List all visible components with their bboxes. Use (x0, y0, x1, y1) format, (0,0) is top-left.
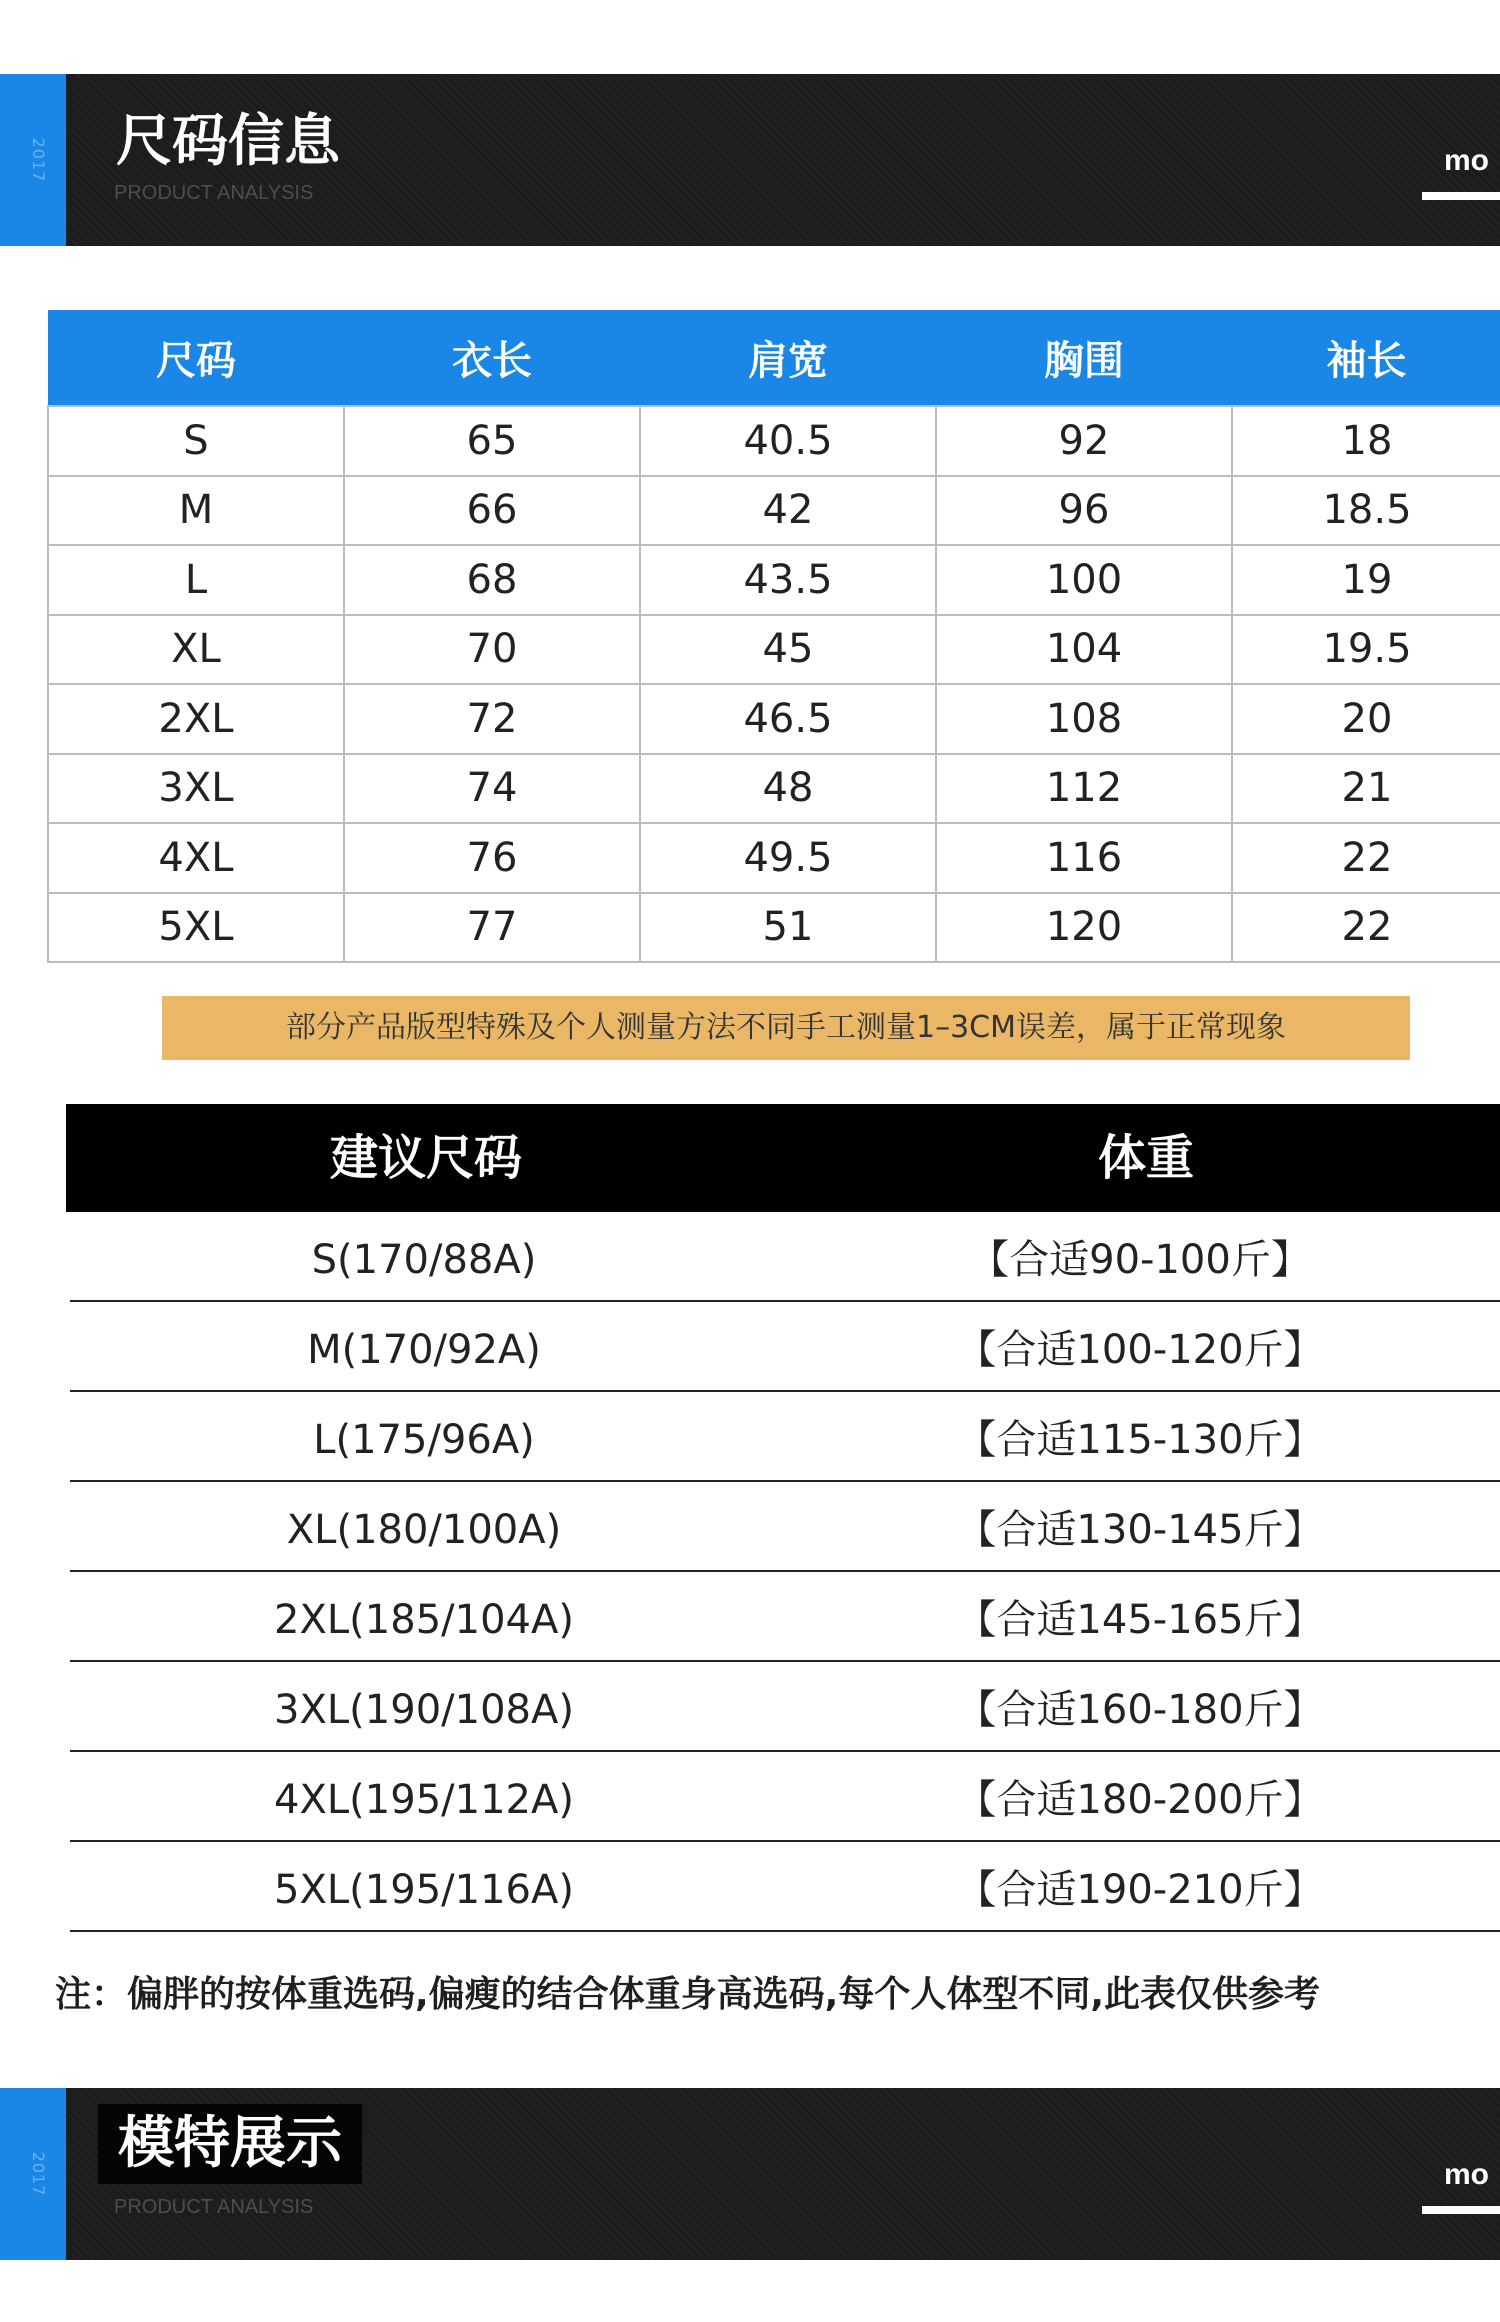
more-underline (1422, 2206, 1500, 2214)
table-cell: 112 (936, 754, 1232, 824)
table-cell: 100 (936, 545, 1232, 615)
recommend-row (70, 1572, 1500, 1662)
table-cell: 116 (936, 823, 1232, 893)
table-row (48, 684, 1500, 754)
recommend-size: XL(180/100A) (286, 1507, 562, 1553)
table-cell: 92 (936, 406, 1232, 476)
table-row (48, 406, 1500, 476)
banner-year-label: 2017 (28, 137, 48, 183)
table-cell: 46.5 (640, 684, 936, 754)
recommend-weight: 【合适190-210斤】 (956, 1867, 1324, 1913)
recommend-row (70, 1392, 1500, 1482)
table-cell: 74 (344, 754, 640, 824)
recommend-weight: 【合适100-120斤】 (956, 1327, 1324, 1373)
table-cell: 40.5 (640, 406, 936, 476)
table-cell: 19.5 (1232, 615, 1500, 685)
table-cell: 68 (344, 545, 640, 615)
table-cell: XL (48, 615, 344, 685)
recommend-size: 3XL(190/108A) (274, 1687, 574, 1733)
table-cell: 77 (344, 893, 640, 963)
recommend-header-row (66, 1104, 1500, 1212)
recommend-row (70, 1662, 1500, 1752)
table-cell: 42 (640, 476, 936, 546)
table-cell: 96 (936, 476, 1232, 546)
table-cell: 3XL (48, 754, 344, 824)
size-column-header: 尺码 (48, 310, 344, 406)
table-cell: 43.5 (640, 545, 936, 615)
recommend-size: 5XL(195/116A) (274, 1867, 574, 1913)
size-table-header-row (48, 310, 1500, 406)
section-banner-model-showcase (0, 2088, 1500, 2260)
recommend-row (70, 1302, 1500, 1392)
table-cell: 22 (1232, 823, 1500, 893)
recommend-weight: 【合适130-145斤】 (956, 1507, 1324, 1553)
sleeve-column-header: 袖长 (1232, 310, 1500, 406)
table-row (48, 823, 1500, 893)
length-column-header: 衣长 (344, 310, 640, 406)
table-cell: 18.5 (1232, 476, 1500, 546)
more-link[interactable]: mo (1444, 2158, 1489, 2191)
recommend-weight: 【合适180-200斤】 (956, 1777, 1324, 1823)
section-subtitle: PRODUCT ANALYSIS (114, 182, 314, 204)
footnote: 注：偏胖的按体重选码,偏瘦的结合体重身高选码,每个人体型不同,此表仅供参考 (55, 1974, 1321, 2015)
table-cell: 76 (344, 823, 640, 893)
table-cell: 48 (640, 754, 936, 824)
table-cell: M (48, 476, 344, 546)
recommend-row (70, 1752, 1500, 1842)
table-cell: 5XL (48, 893, 344, 963)
measurement-notice: 部分产品版型特殊及个人测量方法不同手工测量1–3CM误差，属于正常现象 (162, 996, 1410, 1060)
weight-header: 体重 (1097, 1130, 1194, 1186)
section-title: 模特展示 (98, 2104, 362, 2184)
table-row (48, 476, 1500, 546)
table-row (48, 615, 1500, 685)
table-cell: 51 (640, 893, 936, 963)
table-cell: 70 (344, 615, 640, 685)
recommend-weight: 【合适115-130斤】 (956, 1417, 1324, 1463)
section-subtitle: PRODUCT ANALYSIS (114, 2196, 314, 2218)
table-cell: 72 (344, 684, 640, 754)
table-cell: 104 (936, 615, 1232, 685)
table-cell: 66 (344, 476, 640, 546)
chest-column-header: 胸围 (936, 310, 1232, 406)
more-underline (1422, 192, 1500, 200)
section-title: 尺码信息 (116, 109, 340, 174)
table-cell: 65 (344, 406, 640, 476)
recommend-size: M(170/92A) (307, 1327, 541, 1373)
size-table (47, 310, 1500, 963)
recommended-size-header: 建议尺码 (329, 1130, 522, 1186)
recommend-size: 2XL(185/104A) (274, 1597, 574, 1643)
table-cell: 2XL (48, 684, 344, 754)
table-cell: 22 (1232, 893, 1500, 963)
shoulder-column-header: 肩宽 (640, 310, 936, 406)
table-row (48, 754, 1500, 824)
recommend-row (70, 1212, 1500, 1302)
table-cell: 120 (936, 893, 1232, 963)
table-cell: 4XL (48, 823, 344, 893)
recommend-weight: 【合适145-165斤】 (956, 1597, 1324, 1643)
banner-year-label: 2017 (28, 2151, 48, 2197)
table-cell: 21 (1232, 754, 1500, 824)
table-row (48, 545, 1500, 615)
table-cell: S (48, 406, 344, 476)
recommend-size: 4XL(195/112A) (274, 1777, 574, 1823)
table-row (48, 893, 1500, 963)
recommend-weight: 【合适160-180斤】 (956, 1687, 1324, 1733)
table-cell: 49.5 (640, 823, 936, 893)
table-cell: 108 (936, 684, 1232, 754)
more-link[interactable]: mo (1444, 144, 1489, 177)
table-cell: 19 (1232, 545, 1500, 615)
recommend-row (70, 1482, 1500, 1572)
recommend-size: S(170/88A) (311, 1237, 537, 1283)
table-cell: 18 (1232, 406, 1500, 476)
section-banner-size-info (0, 74, 1500, 246)
table-cell: L (48, 545, 344, 615)
table-cell: 20 (1232, 684, 1500, 754)
recommend-row (70, 1842, 1500, 1932)
recommend-weight: 【合适90-100斤】 (969, 1237, 1311, 1283)
recommend-size: L(175/96A) (313, 1417, 535, 1463)
table-cell: 45 (640, 615, 936, 685)
